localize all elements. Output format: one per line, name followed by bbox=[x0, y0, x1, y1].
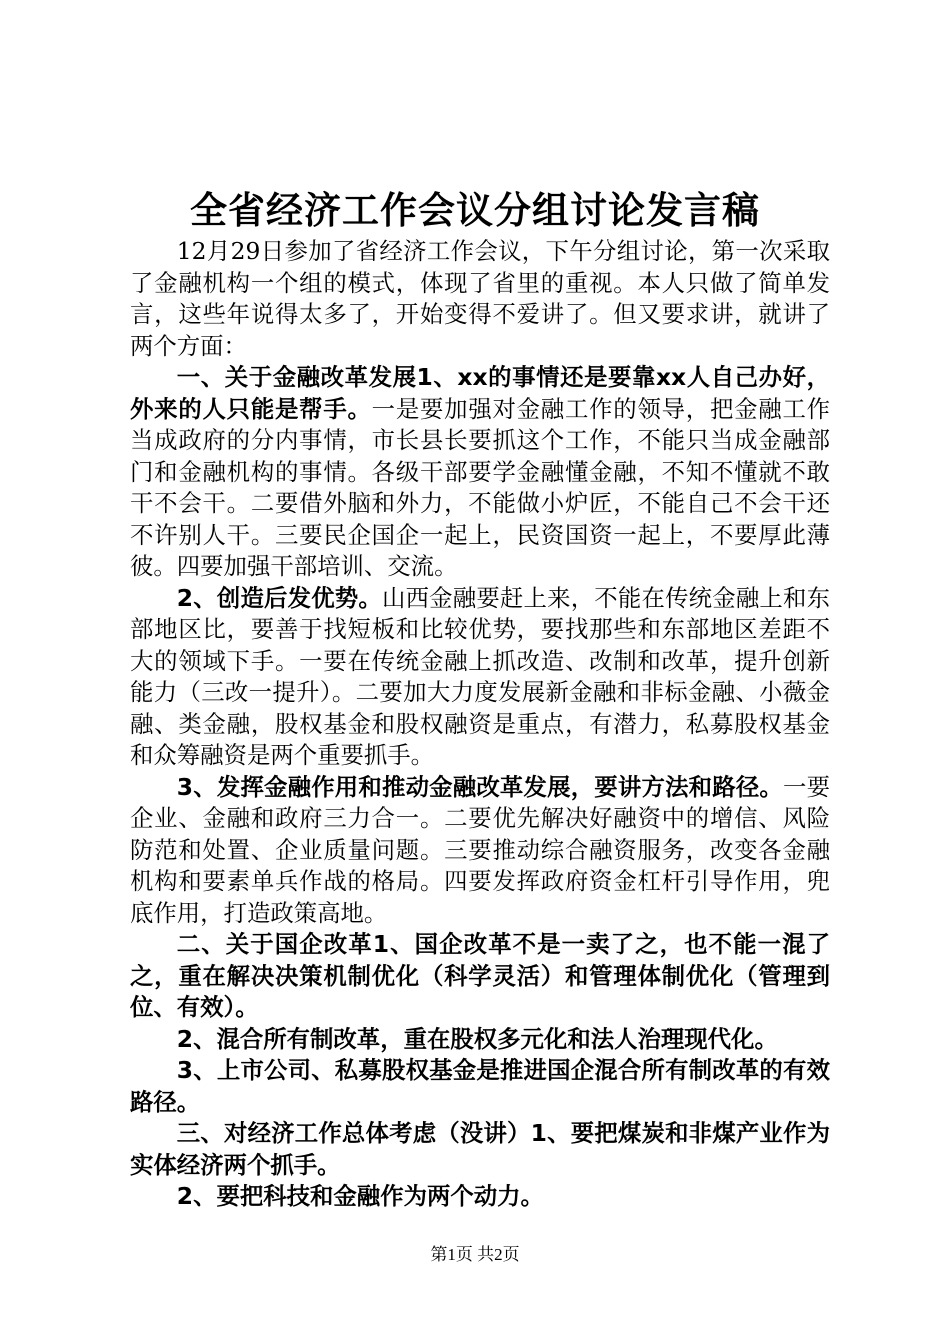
page-number-footer: 第1页 共2页 bbox=[430, 1245, 520, 1264]
paragraph-lead: 3、上市公司、私募股权基金是推进国企混合所有制改革的有效路径。 bbox=[130, 1056, 830, 1116]
paragraph-lead: 2、创造后发优势。 bbox=[176, 583, 382, 612]
paragraph-text: 12月29日参加了省经济工作会议，下午分组讨论，第一次采取了金融机构一个组的模式，体现了省里的重视。本人只做了简单发言，这些年说得太多了，开始变得不爱讲了。但又要求讲，就讲了两个方面： bbox=[130, 237, 830, 360]
paragraph-lead: 三、对经济工作总体考虑（没讲）1、要把煤炭和非煤产业作为实体经济两个抓手。 bbox=[130, 1119, 830, 1179]
paragraph-text: 山西金融要赶上来，不能在传统金融上和东部地区比，要善于找短板和比较优势，要找那些和东部地区差距不大的领域下手。一要在传统金融上抓改造、改制和改革，提升创新能力（三改一提升）。二要加大力度发展新金融和非标金融、小薇金融、类金融，股权基金和股权融资是重点，有潜力，私募股权基金和众筹融资是两个重要抓手。 bbox=[130, 583, 831, 769]
page-title: 全省经济工作会议分组讨论发言稿 bbox=[190, 188, 760, 232]
paragraph-lead: 二、关于国企改革1、国企改革不是一卖了之，也不能一混了之，重在解决决策机制优化（科学灵活）和管理体制优化（管理到位、有效）。 bbox=[130, 930, 830, 1021]
paragraph bbox=[130, 1118, 830, 1181]
paragraph-lead: 2、混合所有制改革，重在股权多元化和法人治理现代化。 bbox=[176, 1024, 778, 1053]
document-body bbox=[130, 236, 830, 1213]
paragraph bbox=[130, 362, 830, 583]
paragraph bbox=[130, 583, 830, 772]
paragraph bbox=[130, 1055, 830, 1118]
paragraph-text: 一要企业、金融和政府三力合一。二要优先解决好融资中的增信、风险防范和处置、企业质量问题。三要推动综合融资服务，改变各金融机构和要素单兵作战的格局。四要发挥政府资金杠杆引导作用，兜底作用，打造政策高地。 bbox=[130, 772, 830, 927]
paragraph-lead: 一、关于金融改革发展1、xx的事情还是要靠xx人自己办好，外来的人只能是帮手。 bbox=[130, 363, 830, 423]
paragraph bbox=[130, 929, 830, 1024]
paragraph bbox=[130, 1024, 830, 1056]
paragraph bbox=[130, 1181, 830, 1213]
paragraph bbox=[130, 236, 830, 362]
paragraph bbox=[130, 772, 830, 930]
paragraph-lead: 2、要把科技和金融作为两个动力。 bbox=[176, 1182, 544, 1210]
paragraph-text: 一是要加强对金融工作的领导，把金融工作当成政府的分内事情，市长县长要抓这个工作，不能只当成金融部门和金融机构的事情。各级干部要学金融懂金融，不知不懂就不敢干不会干。二要借外脑和外力，不能做小炉匠，不能自己不会干还不许别人干。三要民企国企一起上，民资国资一起上，不要厚此薄彼。四要加强干部培训、交流。 bbox=[130, 394, 831, 580]
paragraph-lead: 3、发挥金融作用和推动金融改革发展，要讲方法和路径。 bbox=[176, 772, 784, 801]
